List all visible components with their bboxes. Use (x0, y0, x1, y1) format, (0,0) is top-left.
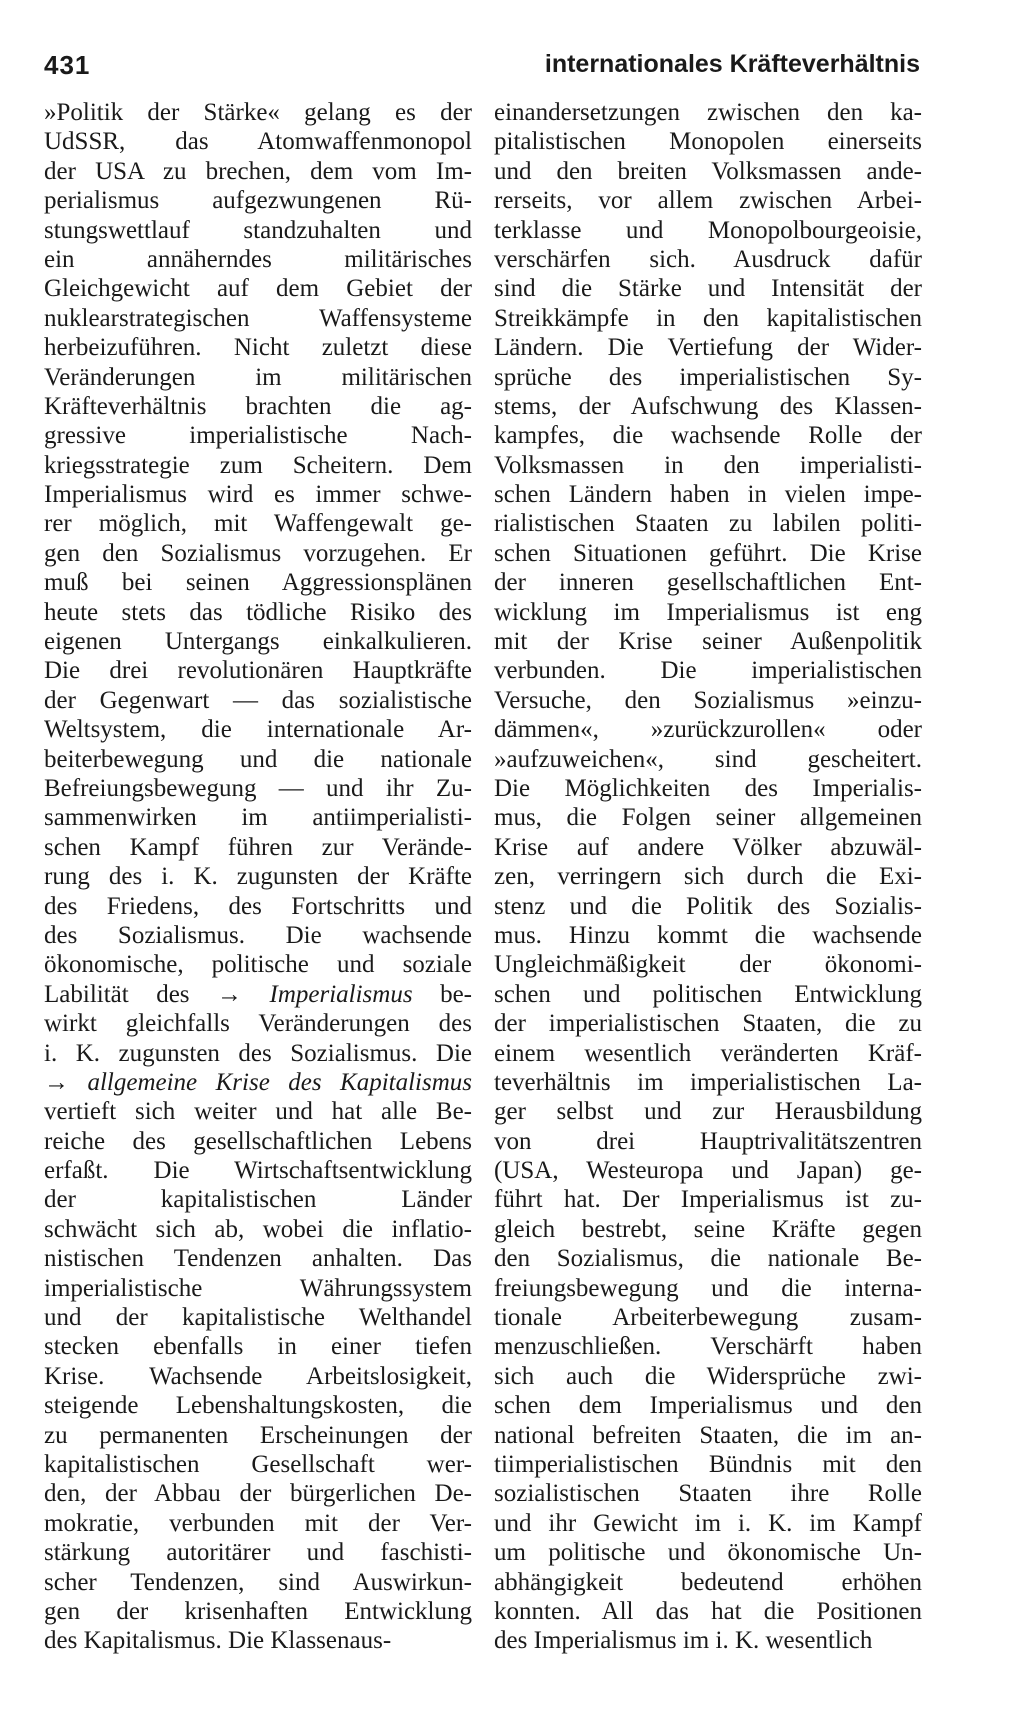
text-line: Krise auf andere Völker abzuwäl- (494, 833, 922, 861)
text-line: Die Möglichkeiten des Imperialis- (494, 774, 922, 802)
text-line: Labilität des → Imperialismus be- (44, 980, 472, 1008)
text-line: tiimperialistischen Bündnis mit den (494, 1450, 922, 1478)
text-line: schen Situationen geführt. Die Krise (494, 539, 922, 567)
text-line: und den breiten Volksmassen ande- (494, 157, 922, 185)
text-line: freiungsbewegung und die interna- (494, 1274, 922, 1302)
text-line: Gleichgewicht auf dem Gebiet der (44, 275, 472, 303)
text-line: zu permanenten Erscheinungen der (44, 1421, 472, 1449)
text-line: rung des i. K. zugunsten der Kräfte (44, 863, 472, 891)
text-line: schen Ländern haben in vielen impe- (494, 481, 922, 509)
text-line: kampfes, die wachsende Rolle der (494, 422, 922, 450)
text-line: einem wesentlich veränderten Kräf- (494, 1039, 922, 1067)
text-line: gleich bestrebt, seine Kräfte gegen (494, 1215, 922, 1243)
text-line: ökonomische, politische und soziale (44, 951, 472, 979)
text-line: gressive imperialistische Nach- (44, 422, 472, 450)
text-line: terklasse und Monopolbourgeoisie, (494, 216, 922, 244)
text-line: tionale Arbeiterbewegung zusam- (494, 1304, 922, 1332)
text-line: schwächt sich ab, wobei die inflatio- (44, 1215, 472, 1243)
text-column-left (44, 98, 472, 1656)
text-line: erfaßt. Die Wirtschaftsentwicklung (44, 1157, 472, 1185)
text-line: Veränderungen im militärischen (44, 363, 472, 391)
text-line: gen den Sozialismus vorzugehen. Er (44, 539, 472, 567)
text-line: den, der Abbau der bürgerlichen De- (44, 1480, 472, 1508)
text-line: zen, verringern sich durch die Exi- (494, 863, 922, 891)
text-line: beiterbewegung und die nationale (44, 745, 472, 773)
text-line: → allgemeine Krise des Kapitalismus (44, 1068, 472, 1096)
text-line: sich auch die Widersprüche zwi- (494, 1362, 922, 1390)
text-line: verbunden. Die imperialistischen (494, 657, 922, 685)
text-line: vertieft sich weiter und hat alle Be- (44, 1098, 472, 1126)
text-line: gen der krisenhaften Entwicklung (44, 1597, 472, 1625)
text-line: (USA, Westeuropa und Japan) ge- (494, 1157, 922, 1185)
text-line: stecken ebenfalls in einer tiefen (44, 1333, 472, 1361)
text-line: wicklung im Imperialismus ist eng (494, 598, 922, 626)
text-line: und ihr Gewicht im i. K. im Kampf (494, 1509, 922, 1537)
text-line: wirkt gleichfalls Veränderungen des (44, 1010, 472, 1038)
text-line: des Friedens, des Fortschritts und (44, 892, 472, 920)
text-line: Befreiungsbewegung — und ihr Zu- (44, 774, 472, 802)
text-line: UdSSR, das Atomwaffenmonopol (44, 128, 472, 156)
text-line: Ländern. Die Vertiefung der Wider- (494, 334, 922, 362)
text-line: rer möglich, mit Waffengewalt ge- (44, 510, 472, 538)
text-line: des Imperialismus im i. K. wesentlich (494, 1627, 873, 1655)
text-line: muß bei seinen Aggressionsplänen (44, 569, 472, 597)
text-line: nuklearstrategischen Waffensysteme (44, 304, 472, 332)
text-line: schen und politischen Entwicklung (494, 980, 922, 1008)
text-line: schen dem Imperialismus und den (494, 1392, 922, 1420)
text-line: »Politik der Stärke« gelang es der (44, 99, 472, 126)
text-line: stärkung autoritärer und faschisti- (44, 1539, 472, 1567)
text-line: steigende Lebenshaltungskosten, die (44, 1392, 472, 1420)
text-line: stungswettlauf standzuhalten und (44, 216, 472, 244)
text-line: sind die Stärke und Intensität der (494, 275, 922, 303)
text-line: des Sozialismus. Die wachsende (44, 921, 472, 949)
text-line: kapitalistischen Gesellschaft wer- (44, 1450, 472, 1478)
text-line: Versuche, den Sozialismus »einzu- (494, 686, 922, 714)
text-line: heute stets das tödliche Risiko des (44, 598, 472, 626)
text-line: des Kapitalismus. Die Klassenaus- (44, 1627, 392, 1655)
text-line: und der kapitalistische Welthandel (44, 1304, 472, 1332)
text-line: führt hat. Der Imperialismus ist zu- (494, 1186, 922, 1214)
text-line: »aufzuweichen«, sind gescheitert. (494, 745, 922, 773)
text-line: abhängigkeit bedeutend erhöhen (494, 1568, 922, 1596)
text-line: Streikkämpfe in den kapitalistischen (494, 304, 922, 332)
text-line: rerseits, vor allem zwischen Arbei- (494, 187, 922, 215)
text-line: sammenwirken im antiimperialisti- (44, 804, 472, 832)
text-line: verschärfen sich. Ausdruck dafür (494, 245, 922, 273)
text-line: menzuschließen. Verschärft haben (494, 1333, 922, 1361)
text-line: reiche des gesellschaftlichen Lebens (44, 1127, 472, 1155)
text-line: kriegsstrategie zum Scheitern. Dem (44, 451, 472, 479)
text-line: scher Tendenzen, sind Auswirkun- (44, 1568, 472, 1596)
text-line: herbeizuführen. Nicht zuletzt diese (44, 334, 472, 362)
text-column-right (494, 98, 922, 1656)
text-line: pitalistischen Monopolen einerseits (494, 128, 922, 156)
text-line: mus. Hinzu kommt die wachsende (494, 921, 922, 949)
text-line: Imperialismus wird es immer schwe- (44, 481, 472, 509)
text-line: eigenen Untergangs einkalkulieren. (44, 628, 472, 656)
text-line: einandersetzungen zwischen den ka- (494, 99, 922, 126)
text-line: Weltsystem, die internationale Ar- (44, 716, 472, 744)
text-line: konnten. All das hat die Positionen (494, 1597, 922, 1625)
text-line: dämmen«, »zurückzurollen« oder (494, 716, 922, 744)
text-line: imperialistische Währungssystem (44, 1274, 472, 1302)
text-line: sprüche des imperialistischen Sy- (494, 363, 922, 391)
text-line: der imperialistischen Staaten, die zu (494, 1010, 922, 1038)
text-line: ger selbst und zur Herausbildung (494, 1098, 922, 1126)
text-line: perialismus aufgezwungenen Rü- (44, 187, 472, 215)
text-line: mit der Krise seiner Außenpolitik (494, 628, 922, 656)
text-line: der kapitalistischen Länder (44, 1186, 472, 1214)
text-line: Ungleichmäßigkeit der ökonomi- (494, 951, 922, 979)
page-number: 431 (44, 50, 91, 80)
text-line: Kräfteverhältnis brachten die ag- (44, 392, 472, 420)
text-line: mokratie, verbunden mit der Ver- (44, 1509, 472, 1537)
text-line: national befreiten Staaten, die im an- (494, 1421, 922, 1449)
text-line: nistischen Tendenzen anhalten. Das (44, 1245, 472, 1273)
running-head: internationales Kräfteverhältnis (544, 50, 920, 78)
text-line: von drei Hauptrivalitätszentren (494, 1127, 922, 1155)
text-line: mus, die Folgen seiner allgemeinen (494, 804, 922, 832)
text-line: teverhältnis im imperialistischen La- (494, 1068, 922, 1096)
text-line: der USA zu brechen, dem vom Im- (44, 157, 472, 185)
text-line: schen Kampf führen zur Verände- (44, 833, 472, 861)
text-line: um politische und ökonomische Un- (494, 1539, 922, 1567)
text-line: ein annäherndes militärisches (44, 245, 472, 273)
text-line: Volksmassen in den imperialisti- (494, 451, 922, 479)
text-line: den Sozialismus, die nationale Be- (494, 1245, 922, 1273)
text-line: der Gegenwart — das sozialistische (44, 686, 472, 714)
text-line: der inneren gesellschaftlichen Ent- (494, 569, 922, 597)
text-line: i. K. zugunsten des Sozialismus. Die (44, 1039, 472, 1067)
text-line: stenz und die Politik des Sozialis- (494, 892, 922, 920)
text-line: Krise. Wachsende Arbeitslosigkeit, (44, 1362, 472, 1390)
text-line: sozialistischen Staaten ihre Rolle (494, 1480, 922, 1508)
text-line: Die drei revolutionären Hauptkräfte (44, 657, 472, 685)
text-line: stems, der Aufschwung des Klassen- (494, 392, 922, 420)
text-line: rialistischen Staaten zu labilen politi- (494, 510, 922, 538)
